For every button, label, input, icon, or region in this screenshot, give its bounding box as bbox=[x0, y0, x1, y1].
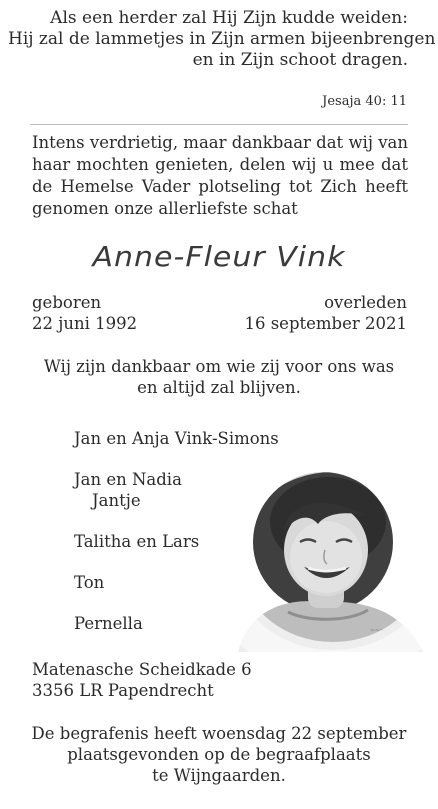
verse-line-3: en in Zijn schoot dragen. bbox=[192, 50, 408, 70]
funeral-notice bbox=[0, 723, 438, 786]
thanks-line-2: en altijd zal blijven. bbox=[137, 378, 301, 397]
deceased-name: Anne-Fleur Vink bbox=[92, 241, 346, 274]
died-label: overleden bbox=[324, 293, 407, 312]
svg-text:~~~: ~~~ bbox=[370, 627, 386, 634]
verse-line-2: Hij zal de lammetjes in Zijn armen bijeenbrengen bbox=[8, 29, 436, 49]
family-sibling-3: Ton bbox=[74, 573, 105, 592]
family-sibling-4: Pernella bbox=[74, 614, 143, 633]
family-sibling-2: Talitha en Lars bbox=[74, 532, 200, 551]
address-street: Matenasche Scheidkade 6 bbox=[32, 660, 252, 679]
divider bbox=[30, 124, 408, 125]
verse-line-1: Als een herder zal Hij Zijn kudde weiden: bbox=[50, 8, 408, 28]
died-date: 16 september 2021 bbox=[244, 314, 407, 333]
correspondence-address bbox=[32, 659, 252, 701]
funeral-line-3: te Wijngaarden. bbox=[152, 766, 286, 785]
bible-verse bbox=[8, 8, 436, 71]
thanks-text bbox=[0, 356, 438, 398]
address-city: 3356 LR Papendrecht bbox=[32, 681, 214, 700]
funeral-line-2: plaatsgevonden op de begraafplaats bbox=[67, 745, 371, 764]
family-sibling-1: Jan en Nadia bbox=[74, 470, 182, 489]
family-sibling-1-child: Jantje bbox=[92, 491, 141, 510]
intro-text: Intens verdrietig, maar dankbaar dat wij van haar mochten genieten, delen wij u mee dat de Hemelse Vader plotseling tot Zich heeft genomen onze allerliefste schat bbox=[32, 133, 408, 218]
verse-reference: Jesaja 40: 11 bbox=[322, 94, 407, 109]
thanks-line-1: Wij zijn dankbaar om wie zij voor ons was bbox=[43, 357, 395, 376]
born-date: 22 juni 1992 bbox=[32, 314, 138, 333]
born-label: geboren bbox=[32, 293, 102, 312]
funeral-line-1: De begrafenis heeft woensdag 22 september bbox=[31, 724, 407, 743]
family-parents: Jan en Anja Vink-Simons bbox=[74, 429, 279, 448]
family-list bbox=[74, 428, 279, 654]
life-dates bbox=[32, 292, 407, 334]
